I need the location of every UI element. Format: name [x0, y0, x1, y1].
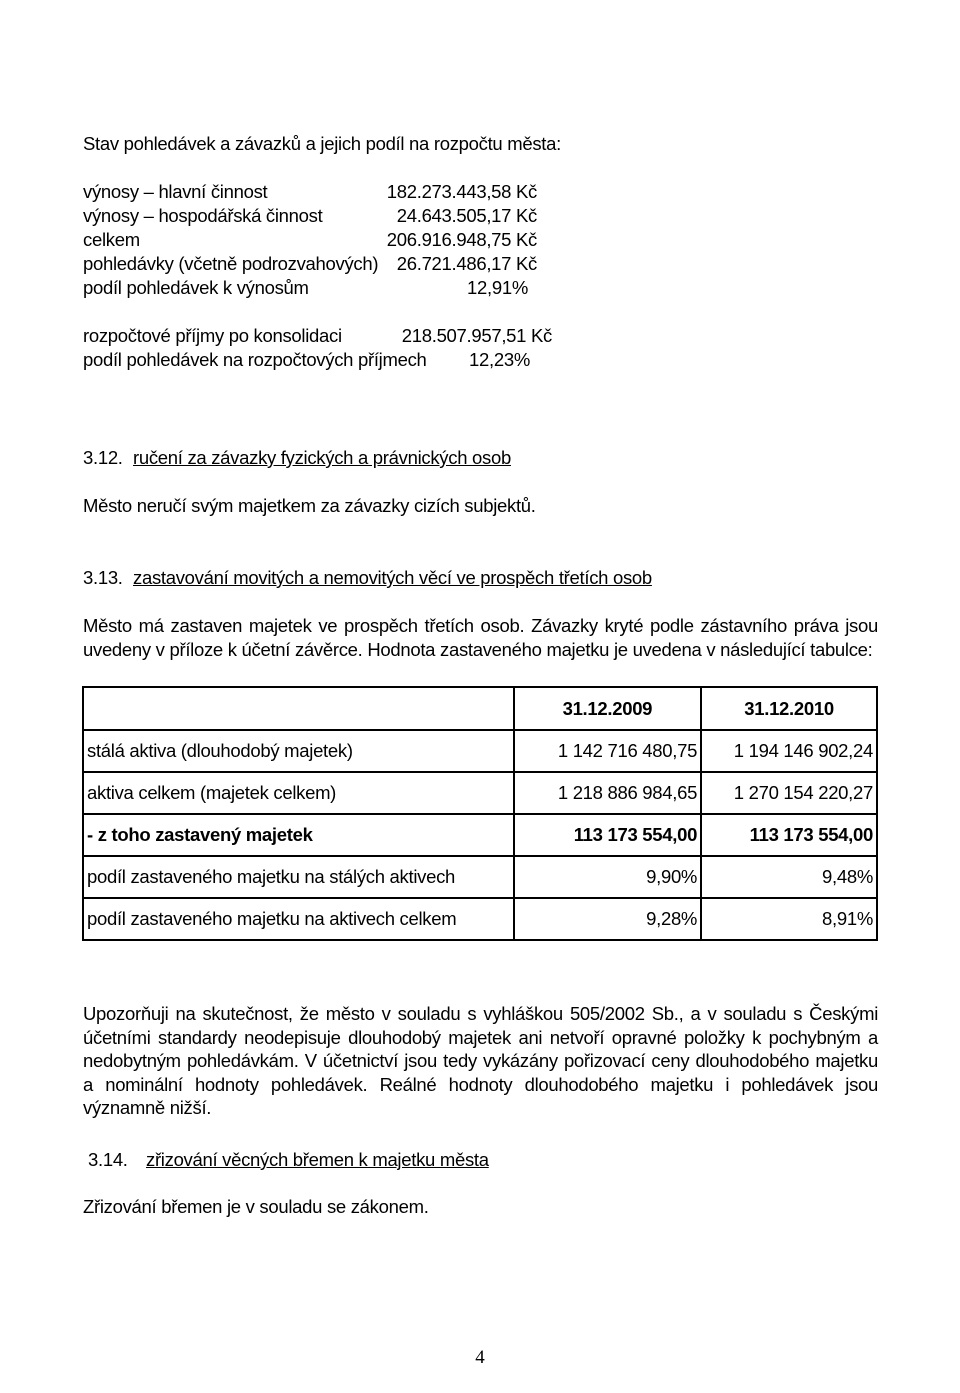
table-row [83, 856, 877, 898]
intro-row-label: celkem [83, 229, 140, 250]
table-header-cell [83, 687, 514, 730]
intro-row-label: pohledávky (včetně podrozvahových) [83, 253, 379, 274]
intro-row2-value: 12,23% [469, 349, 530, 370]
table-cell-value: 9,48% [701, 856, 877, 898]
table-row [83, 898, 877, 940]
table-row [83, 772, 877, 814]
pledged-assets-table [82, 686, 878, 941]
section-313-title: zastavování movitých a nemovitých věcí ve prospěch třetích osob [133, 567, 652, 588]
intro-row-value: 12,91% [467, 277, 528, 298]
table-cell-value: 1 194 146 902,24 [701, 730, 877, 772]
note-paragraph: Upozorňuji na skutečnost, že město v souladu s vyhláškou 505/2002 Sb., a v souladu s Českými účetními standardy neodepisuje dlouhodobý majetek ani netvoří opravné položky k pochybným a nedobytným pohledávkám. V účetnictví jsou tedy vykázány pořizovací ceny dlouhodobého majetku a nominální hodnoty pohledávek. Reálné hodnoty dlouhodobého majetku i pohledávek jsou významně nižší. [83, 1003, 878, 1118]
table-cell-value: 1 142 716 480,75 [514, 730, 701, 772]
table-header-cell: 31.12.2010 [701, 687, 877, 730]
table-row [83, 814, 877, 856]
section-312-number: 3.12. [83, 447, 123, 468]
intro-row-value: 182.273.443,58 Kč [386, 181, 537, 202]
intro-row2-label: podíl pohledávek na rozpočtových příjmech [83, 349, 427, 370]
intro-row2-label: rozpočtové příjmy po konsolidaci [83, 325, 342, 346]
table-cell-value: 9,28% [514, 898, 701, 940]
table-row [83, 730, 877, 772]
table-cell-value: 1 270 154 220,27 [701, 772, 877, 814]
table-cell-value: 113 173 554,00 [514, 814, 701, 856]
section-313-number: 3.13. [83, 567, 123, 588]
intro-row-value: 206.916.948,75 Kč [386, 229, 537, 250]
section-314-title: zřizování věcných břemen k majetku města [146, 1149, 489, 1170]
table-cell-value: 1 218 886 984,65 [514, 772, 701, 814]
intro-row-label: výnosy – hospodářská činnost [83, 205, 323, 226]
page-number: 4 [475, 1347, 485, 1368]
table-cell-label: podíl zastaveného majetku na aktivech celkem [83, 898, 514, 940]
table-cell-value: 9,90% [514, 856, 701, 898]
section-313-text: Město má zastaven majetek ve prospěch třetích osob. Závazky kryté podle zástavního práva jsou uvedeny v příloze k účetní závěrce. Hodnota zastaveného majetku je uvedena v následující tabulce: [83, 615, 878, 660]
table-cell-label: - z toho zastavený majetek [83, 814, 514, 856]
intro-row-label: výnosy – hlavní činnost [83, 181, 268, 202]
table-cell-label: aktiva celkem (majetek celkem) [83, 772, 514, 814]
table-cell-label: podíl zastaveného majetku na stálých aktivech [83, 856, 514, 898]
section-312-title: ručení za závazky fyzických a právnických osob [133, 447, 511, 468]
table-cell-value: 113 173 554,00 [701, 814, 877, 856]
table-cell-value: 8,91% [701, 898, 877, 940]
intro-heading: Stav pohledávek a závazků a jejich podíl na rozpočtu města: [83, 133, 561, 154]
section-314-number: 3.14. [88, 1149, 128, 1170]
intro-row-value: 26.721.486,17 Kč [396, 253, 537, 274]
section-314-text: Zřizování břemen je v souladu se zákonem. [83, 1196, 429, 1217]
intro-row-value: 24.643.505,17 Kč [396, 205, 537, 226]
section-312-text: Město neručí svým majetkem za závazky cizích subjektů. [83, 495, 536, 516]
intro-row2-value: 218.507.957,51 Kč [401, 325, 552, 346]
table-header-cell: 31.12.2009 [514, 687, 701, 730]
intro-row-label: podíl pohledávek k výnosům [83, 277, 309, 298]
table-header-row [83, 687, 877, 730]
table-cell-label: stálá aktiva (dlouhodobý majetek) [83, 730, 514, 772]
